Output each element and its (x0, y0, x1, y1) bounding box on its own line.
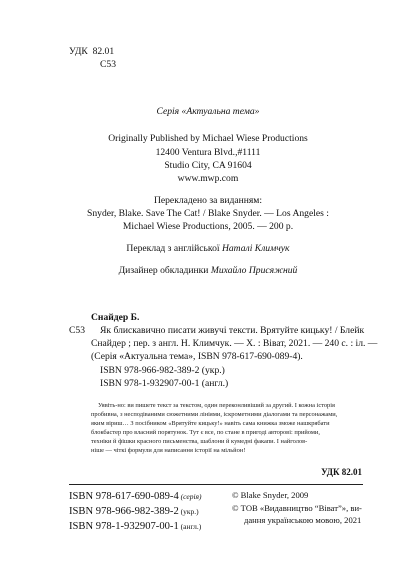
catalog-line-3: (Серія «Актуальна тема», ISBN 978-617-690-089-4). (91, 351, 303, 362)
translated-heading: Перекладено за виданням: (153, 195, 263, 206)
designer-name: Михайло Присяжний (210, 265, 298, 276)
designer-credit: Дизайнер обкладинки Михайло Присяжний (118, 265, 298, 276)
annotation-line-3: яким віриш… З посібником «Врятуйте кицьку!» навіть сама книжка зможе нашкрябати (91, 420, 330, 427)
copyright-1: © Blake Snyder, 2009 (232, 490, 309, 500)
catalog-line-2: Снайдер ; пер. з англ. Н. Климчук. — Х. : Віват, 2021. — 240 с. : іл. — (91, 338, 378, 349)
udk-label: УДК 82.01 (69, 46, 115, 57)
copyright-2: © ТОВ «Видавництво “Віват”», ви- (232, 503, 362, 513)
catalog-isbn-2: ISBN 978-1-932907-00-1 (англ.) (100, 378, 229, 389)
copyright-3: дання українською мовою, 2021 (244, 515, 362, 525)
udk-code: 82.01 (92, 46, 115, 57)
annotation-line-4: блокбастер про власний порятунок. Тут є все, по стане в пригоді авторові: прийоми, (91, 429, 320, 436)
translator-credit: Переклад з англійської Наталі Климчук (126, 243, 290, 254)
catalog-author: Снайдер Б. (91, 312, 140, 323)
original-line-2: 12400 Ventura Blvd.,#1111 (155, 147, 261, 158)
translated-line-1: Snyder, Blake. Save The Cat! / Blake Snyder. — Los Angeles : (87, 208, 329, 219)
isbn-eng: ISBN 978-1-932907-00-1 (англ.) (69, 521, 202, 532)
translator-name: Наталі Климчук (221, 243, 290, 254)
isbn-ukr: ISBN 978-966-982-389-2 (укр.) (69, 506, 199, 517)
original-line-3: Studio City, CA 91604 (164, 160, 252, 171)
catalog-line-1: Як блискавично писати живучі тексти. Врятуйте кицьку! / Блейк (100, 325, 365, 336)
isbn-series: ISBN 978-617-690-089-4 (серія) (69, 491, 202, 502)
annotation-line-2: пробивна, з несподіваними сюжетними лініями, іскрометними діалогами та персонажами, (91, 411, 338, 418)
annotation-line-6: ніше — чіткі формули для написання історії на мільйон! (91, 447, 246, 454)
translated-line-2: Michael Wiese Productions, 2005. — 200 p. (122, 221, 294, 232)
annotation-line-1: Уявіть-но: ви пишете текст за текстом, один переконливіший за другий. І кожна історія (98, 402, 335, 409)
original-line-4: www.mwp.com (177, 173, 239, 184)
catalog-mark: С53 (69, 325, 85, 336)
divider (69, 484, 363, 485)
author-mark: С53 (100, 59, 116, 70)
annotation-line-5: техніки й фішки красного письменства, шаблони й кумедні факапи. І найголов- (91, 438, 308, 445)
original-line-1: Originally Published by Michael Wiese Productions (108, 133, 308, 144)
series-title: Серія «Актуальна тема» (156, 106, 260, 117)
catalog-isbn-1: ISBN 978-966-982-389-2 (укр.) (100, 365, 225, 376)
udk-bottom: УДК 82.01 (321, 467, 362, 477)
